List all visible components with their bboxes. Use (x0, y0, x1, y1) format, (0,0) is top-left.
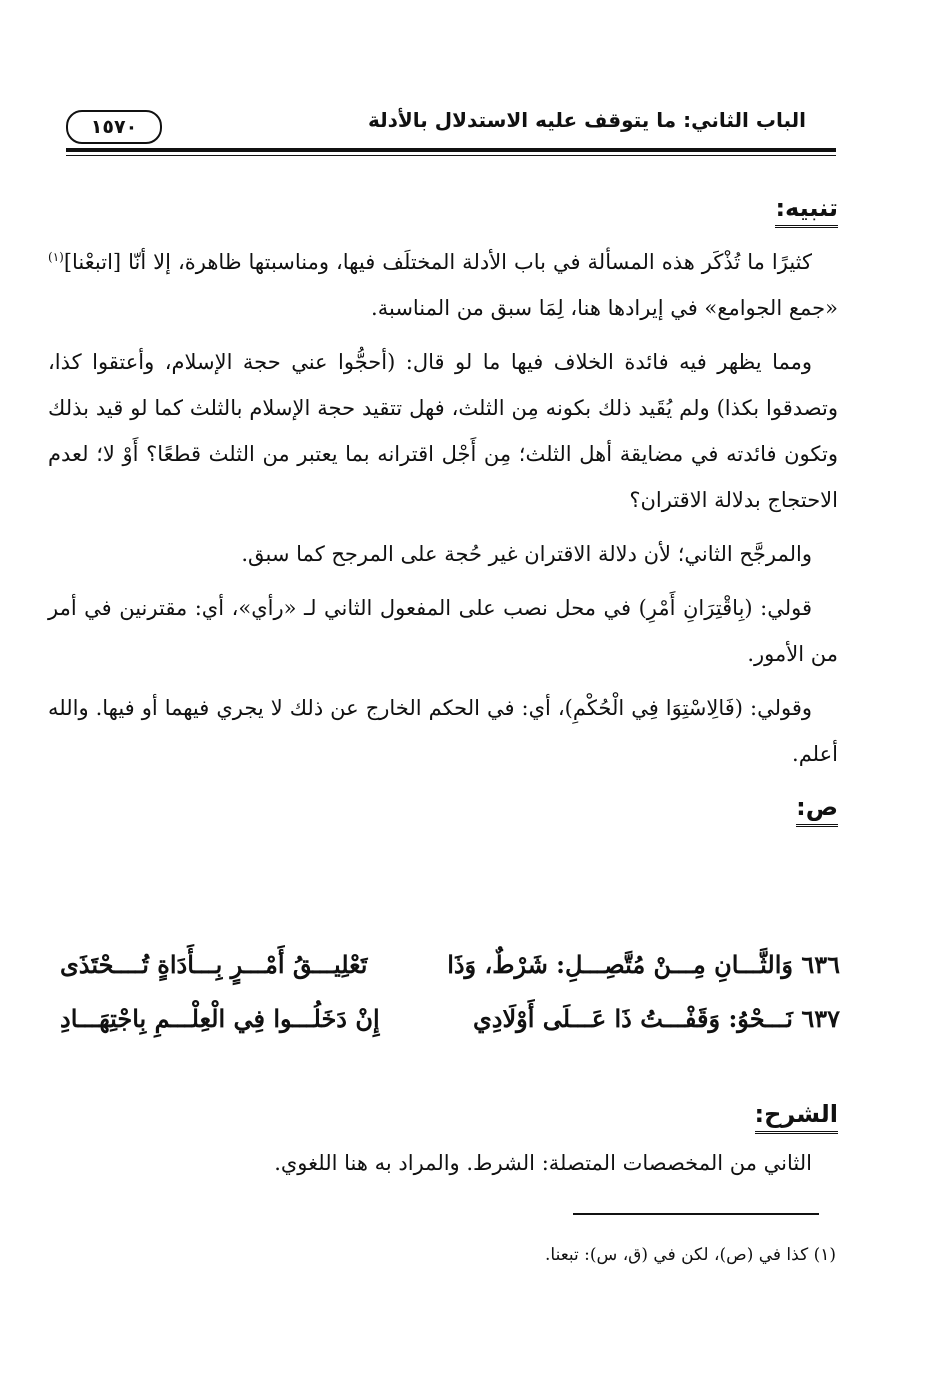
notice-heading: تنبيه: (775, 191, 838, 228)
paragraph-5: وقولي: (فَالِاسْتِوَا فِي الْحُكْمِ)، أي: في الحكم الخارج عن ذلك لا يجري فيهما أو فيها. والله أعلم. (48, 696, 838, 766)
running-title: الباب الثاني: ما يتوقف عليه الاستدلال بالأدلة (367, 108, 806, 132)
verse-second-hemistich: تَعْلِيـــقُ أَمْـــرٍ بِـــأَدَاةٍ تُــــحْتَذَى (60, 950, 368, 979)
verse-second-hemistich: إِنْ دَخَلُـــوا فِي الْعِلْـــمِ بِاجْتِهَـــادِ (60, 1004, 380, 1033)
paragraph-4: قولي: (بِاقْتِرَانِ أَمْرِ) في محل نصب على المفعول الثاني لـ «رأي»، أي: مقترنين في أمر من الأمور. (48, 596, 838, 666)
verse-line (60, 992, 840, 1046)
footnote-separator (573, 1213, 819, 1215)
page-number-badge: ١٥٧٠ (66, 110, 162, 144)
paragraph-3: والمرجَّح الثاني؛ لأن دلالة الاقتران غير حُجة على المرجح كما سبق. (241, 542, 812, 566)
header-rule-thin (66, 155, 836, 156)
commentary-heading: الشرح: (755, 1097, 838, 1134)
paragraph-2: ومما يظهر فيه فائدة الخلاف فيها ما لو قال: (أحجُّوا عني حجة الإسلام، وأعتقوا كذا، وتصدقوا بكذا) ولم يُقَيد ذلك بكونه مِن الثلث، فهل تتقيد حجة الإسلام بالثلث كما لو قيد بذلك وتكون فائدته في مضايقة أهل الثلث؛ مِن أَجْل اقترانه بما يعتبر من الثلث قطعًا؟ أَوْ لا؛ لعدم الاحتجاج بدلالة الاقتران؟ (48, 350, 838, 512)
paragraph-1-rest: «جمع الجوامع» في إيرادها هنا، لِمَا سبق من المناسبة. (371, 296, 838, 320)
commentary-section (48, 1092, 838, 1194)
header-rule-thick (66, 148, 836, 152)
page-header (66, 96, 836, 156)
commentary-paragraph: الثاني من المخصصات المتصلة: الشرط. والمراد به هنا اللغوي. (274, 1151, 812, 1175)
verse-block (60, 938, 840, 1046)
footnote: (١) كذا في (ص)، لكن في (ق، س): تبعنا. (545, 1245, 836, 1265)
paragraph-1 (48, 234, 838, 331)
verse-first-hemistich: ٦٣٦ وَالثَّـــانِ مِـــنْ مُتَّصِـــلِ: شَرْطٌ، وَذَا (447, 950, 840, 979)
paragraph-1-text: كثيرًا ما تُذْكَر هذه المسألة في باب الأدلة المختلَف فيها، ومناسبتها ظاهرة، إلا أنّا [اتبعْنا] (63, 250, 812, 274)
main-text (48, 186, 838, 833)
verse-first-hemistich: ٦٣٧ نَـــحْوُ: وَقَفْـــتُ ذَا عَـــلَى أَوْلَادِي (473, 1004, 840, 1033)
footnote-ref: (١) (48, 250, 64, 264)
verse-heading: ص: (796, 790, 838, 827)
verse-line (60, 938, 840, 992)
